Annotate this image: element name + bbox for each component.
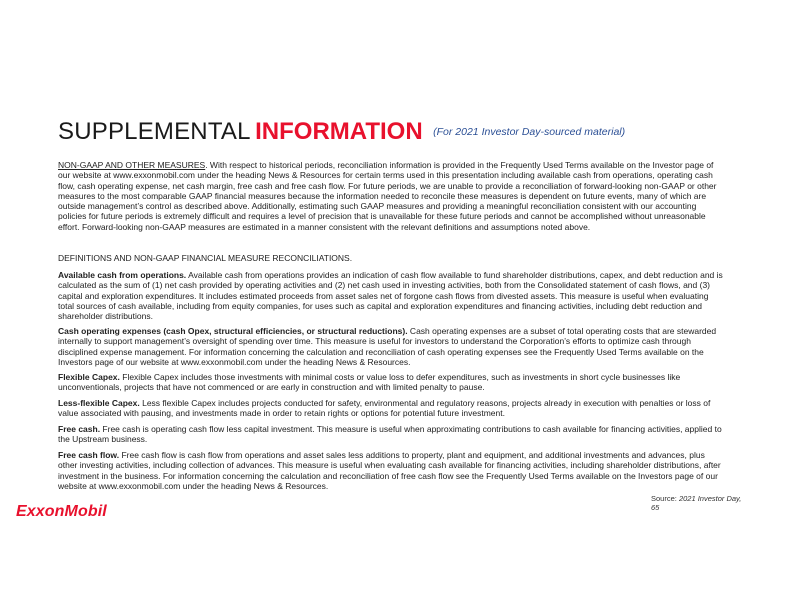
title-light: SUPPLEMENTAL <box>58 118 251 145</box>
definition-text: Available cash from operations provides an indication of cash flow available to fund shareholder distributions, capex, and debt reduction and is calculated as the sum of (1) net cash provided by operating activities and (2) net cash used in investing activities, both from the Consolidated statement of cash flows, and (3) capital and exploration expenditures. It includes estimated proceeds from asset sales net of forgone cash flows from divested assets. This measure is useful when evaluating total sources of cash available, including from equity companies, for uses such as capital and exploration expenditures and financing activities, including debt reduction and shareholder distributions. <box>58 270 723 322</box>
definition-less-flexible-capex <box>58 398 724 419</box>
definition-cash-opex <box>58 326 724 367</box>
definition-term: Available cash from operations. <box>58 270 187 280</box>
intro-text: . With respect to historical periods, reconciliation information is provided in the Frequently Used Terms available on the Investor page of our website at www.exxonmobil.com under the heading News & Resources for certain terms used in this presentation including available cash from operations, operating cash flow, cash operating expense, net cash margin, free cash and free cash flow. For future periods, we are unable to provide a reconciliation of forward-looking non-GAAP or other measures to the most comparable GAAP financial measures because the information needed to reconcile these measures is dependent on future events, many of which are outside management’s control as described above. Additionally, estimating such GAAP measures and providing a meaningful reconciliation consistent with our accounting policies for future periods is extremely difficult and requires a level of precision that is unavailable for these future periods and cannot be accomplished without unreasonable effort. Forward-looking non-GAAP measures are estimated in a manner consistent with the relevant definitions and assumptions noted above. <box>58 160 717 232</box>
definition-term: Flexible Capex. <box>58 372 120 382</box>
definition-text: Flexible Capex includes those investments with minimal costs or value loss to defer expenditures, such as investments in short cycle businesses like unconventionals, projects that have not commenced or are early in construction and with limited penalty to pause. <box>58 372 681 393</box>
source-ref: 2021 Investor Day, <box>678 494 742 503</box>
definition-free-cash-flow <box>58 450 724 491</box>
source-page: 65 <box>651 503 660 512</box>
definition-text: Cash operating expenses are a subset of total operating costs that are stewarded internally to support management’s oversight of spending over time. This measure is useful for investors to understand the Corporation’s efforts to optimize cash through disciplined expense management. For information concerning the calculation and reconciliation of cash operating expenses see the Frequently Used Terms available on the Investors page of our website at www.exxonmobil.com under the heading News & Resources. <box>58 326 717 367</box>
source-note <box>651 494 751 512</box>
definition-term: Cash operating expenses (cash Opex, structural efficiencies, or structural reductions). <box>58 326 408 336</box>
exxonmobil-logo: ExxonMobil <box>16 503 107 520</box>
definition-text: Free cash flow is cash flow from operations and asset sales less additions to property, plant and equipment, and additional investments and advances, plus other investing activities, including collection of advances. This measure is useful when evaluating cash available for financing activities, including shareholder distributions, after investment in the business. For information concerning the calculation and reconciliation of free cash flow see the Frequently Used Terms available on the Investors page of our website at www.exxonmobil.com under the heading News & Resources. <box>58 450 721 491</box>
definition-free-cash <box>58 424 724 445</box>
title-subtitle: (For 2021 Investor Day-sourced material) <box>433 126 626 138</box>
source-label: Source: <box>651 494 679 503</box>
definition-available-cash <box>58 270 724 321</box>
definition-text: Less flexible Capex includes projects conducted for safety, environmental and regulatory reasons, projects already in execution with penalties or loss of value associated with pausing, and investments made in order to retain rights or options for potential future investment. <box>58 398 711 419</box>
intro-lead: NON-GAAP AND OTHER MEASURES <box>58 160 206 170</box>
intro-paragraph <box>58 160 724 232</box>
definition-text: Free cash is operating cash flow less capital investment. This measure is useful when approximating contributions to cash available for financing activities, applied to the Upstream business. <box>58 424 722 445</box>
title-bold: INFORMATION <box>255 118 423 145</box>
definition-term: Free cash. <box>58 424 101 434</box>
definition-term: Less-flexible Capex. <box>58 398 140 408</box>
definition-flexible-capex <box>58 372 724 393</box>
definitions-heading: DEFINITIONS AND NON-GAAP FINANCIAL MEASURE RECONCILIATIONS. <box>58 253 353 263</box>
definition-term: Free cash flow. <box>58 450 120 460</box>
page-title <box>58 118 625 146</box>
